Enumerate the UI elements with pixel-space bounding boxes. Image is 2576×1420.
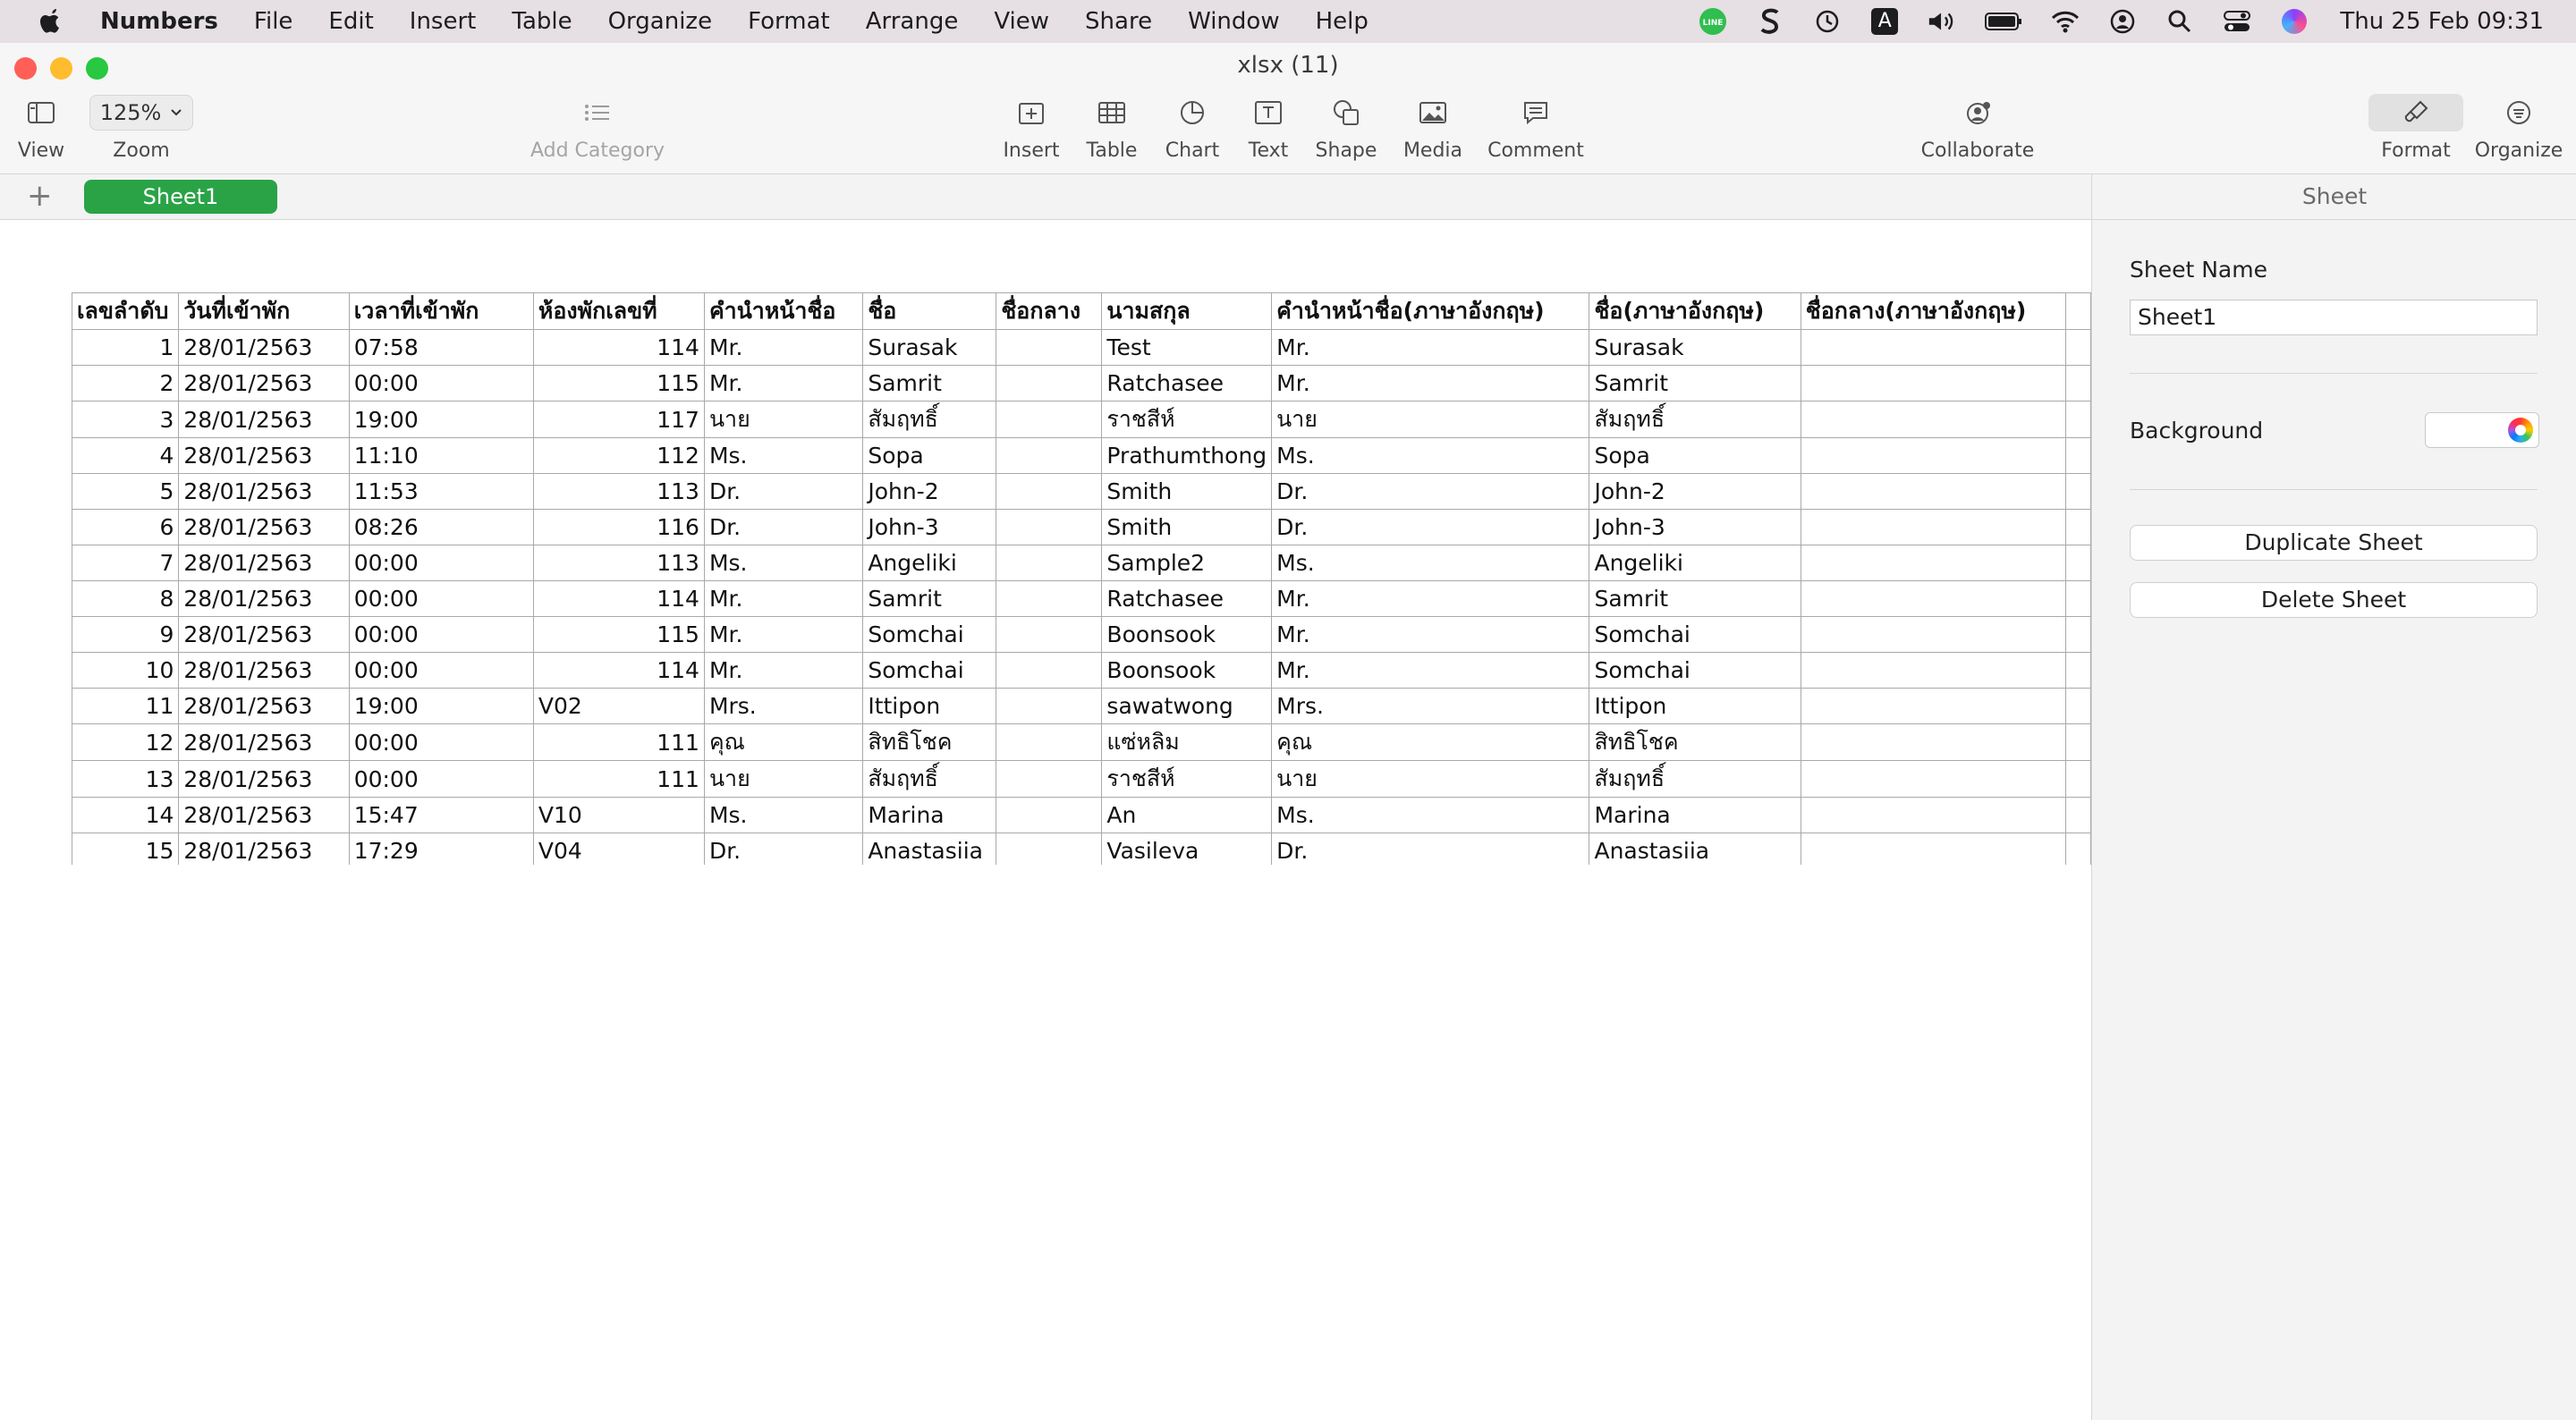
table-cell[interactable]: Somchai bbox=[863, 653, 996, 689]
zoom-popup[interactable] bbox=[89, 95, 193, 131]
table-cell[interactable]: Marina bbox=[1589, 798, 1801, 833]
menu-organize[interactable]: Organize bbox=[607, 8, 713, 35]
table-row bbox=[72, 545, 2091, 581]
table-cell[interactable]: 07:58 bbox=[349, 330, 533, 366]
table-cell[interactable]: 28/01/2563 bbox=[179, 545, 349, 581]
zoom-label: Zoom bbox=[113, 139, 170, 162]
table-cell[interactable]: 11:53 bbox=[349, 474, 533, 510]
table-cell[interactable]: Somchai bbox=[1589, 653, 1801, 689]
menu-format[interactable]: Format bbox=[748, 8, 830, 35]
table-cell[interactable]: 28/01/2563 bbox=[179, 653, 349, 689]
column-header[interactable]: ห้องพักเลขที่ bbox=[533, 293, 704, 330]
window-title: xlsx (11) bbox=[1237, 52, 1339, 79]
table-cell[interactable]: 28/01/2563 bbox=[179, 798, 349, 833]
table-cell[interactable]: Mr. bbox=[704, 330, 862, 366]
table-cell[interactable]: 28/01/2563 bbox=[179, 689, 349, 724]
table-cell[interactable]: 6 bbox=[72, 510, 179, 545]
chart-button[interactable] bbox=[1161, 93, 1224, 162]
table-cell[interactable]: Ratchasee bbox=[1102, 581, 1272, 617]
table-cell[interactable] bbox=[2065, 438, 2090, 474]
sheet-tab-bar bbox=[0, 174, 2091, 220]
table-cell[interactable] bbox=[1801, 798, 2065, 833]
table-cell[interactable] bbox=[1801, 474, 2065, 510]
menu-window[interactable]: Window bbox=[1188, 8, 1280, 35]
table-cell[interactable]: Ms. bbox=[704, 545, 862, 581]
table-cell[interactable]: Marina bbox=[863, 798, 996, 833]
table-cell[interactable]: John-2 bbox=[863, 474, 996, 510]
menu-app-name[interactable]: Numbers bbox=[100, 8, 218, 35]
table-cell[interactable] bbox=[1801, 510, 2065, 545]
table-row bbox=[72, 761, 2091, 798]
table-cell[interactable] bbox=[996, 330, 1102, 366]
line-icon[interactable] bbox=[1698, 6, 1728, 37]
table-label: Table bbox=[1086, 139, 1138, 162]
table-cell[interactable] bbox=[1801, 761, 2065, 798]
menu-arrange[interactable]: Arrange bbox=[865, 8, 959, 35]
table-cell[interactable]: Dr. bbox=[704, 833, 862, 866]
table-cell[interactable]: John-2 bbox=[1589, 474, 1801, 510]
table-cell[interactable] bbox=[996, 510, 1102, 545]
sheet-name-field[interactable]: Sheet1 bbox=[2130, 300, 2538, 335]
table-cell[interactable]: 28/01/2563 bbox=[179, 438, 349, 474]
svg-text:LINE: LINE bbox=[1702, 19, 1724, 28]
add-sheet-button[interactable]: + bbox=[27, 178, 53, 214]
text-label: Text bbox=[1248, 139, 1289, 162]
table-cell[interactable] bbox=[2065, 798, 2090, 833]
table-cell[interactable]: 11:10 bbox=[349, 438, 533, 474]
table-cell[interactable]: Ms. bbox=[1272, 545, 1589, 581]
table-cell[interactable] bbox=[996, 617, 1102, 653]
table-cell[interactable]: Anastasiia bbox=[1589, 833, 1801, 866]
table-cell[interactable] bbox=[2065, 617, 2090, 653]
media-button[interactable] bbox=[1397, 93, 1469, 162]
column-header[interactable]: เวลาที่เข้าพัก bbox=[349, 293, 533, 330]
table-cell[interactable]: Ittipon bbox=[1589, 689, 1801, 724]
table-cell[interactable] bbox=[1801, 581, 2065, 617]
table-cell[interactable]: Angeliki bbox=[863, 545, 996, 581]
table-cell[interactable]: Mr. bbox=[1272, 617, 1589, 653]
paintbrush-icon bbox=[2368, 94, 2463, 131]
table-cell[interactable]: 3 bbox=[72, 401, 179, 438]
status-area bbox=[1671, 0, 2576, 43]
collaborate-label: Collaborate bbox=[1920, 139, 2035, 162]
table-cell[interactable]: Vasileva bbox=[1102, 833, 1272, 866]
keyboard-input-icon[interactable] bbox=[1869, 6, 1900, 37]
add-category-button[interactable] bbox=[526, 93, 669, 162]
sidebar-icon bbox=[27, 93, 55, 132]
column-header[interactable]: นามสกุล bbox=[1102, 293, 1272, 330]
table-cell[interactable] bbox=[2065, 510, 2090, 545]
media-label: Media bbox=[1402, 139, 1463, 162]
table-button[interactable] bbox=[1080, 93, 1143, 162]
color-wheel-icon[interactable] bbox=[2508, 418, 2533, 443]
table-cell[interactable]: คุณ bbox=[1272, 724, 1589, 761]
table-cell[interactable] bbox=[996, 545, 1102, 581]
table-cell[interactable] bbox=[2065, 689, 2090, 724]
apple-icon[interactable] bbox=[38, 7, 64, 36]
table-cell[interactable]: John-3 bbox=[863, 510, 996, 545]
table-row bbox=[72, 581, 2091, 617]
table-cell[interactable]: Ittipon bbox=[863, 689, 996, 724]
table-cell[interactable] bbox=[1801, 724, 2065, 761]
table-cell[interactable]: ราชสีห์ bbox=[1102, 401, 1272, 438]
table-cell[interactable]: 111 bbox=[533, 724, 704, 761]
table-cell[interactable]: 11 bbox=[72, 689, 179, 724]
table-cell[interactable]: 28/01/2563 bbox=[179, 330, 349, 366]
table-cell[interactable] bbox=[2065, 581, 2090, 617]
insert-icon bbox=[1018, 93, 1045, 132]
table-icon bbox=[1097, 93, 1126, 132]
organize-icon bbox=[2505, 93, 2532, 132]
table-cell[interactable]: นาย bbox=[1272, 401, 1589, 438]
format-label: Format bbox=[2381, 139, 2451, 162]
table-cell[interactable]: 28/01/2563 bbox=[179, 366, 349, 401]
table-cell[interactable]: 28/01/2563 bbox=[179, 581, 349, 617]
divider bbox=[2130, 373, 2538, 374]
list-icon bbox=[584, 93, 611, 132]
table-cell[interactable]: 00:00 bbox=[349, 761, 533, 798]
table-cell[interactable]: Somchai bbox=[863, 617, 996, 653]
data-table bbox=[72, 292, 2091, 865]
table-cell[interactable] bbox=[2065, 330, 2090, 366]
table-cell[interactable]: 115 bbox=[533, 617, 704, 653]
zoom-value: 125% bbox=[99, 100, 162, 125]
table-cell[interactable]: V04 bbox=[533, 833, 704, 866]
table-cell[interactable]: 28/01/2563 bbox=[179, 833, 349, 866]
table-cell[interactable]: Mr. bbox=[704, 581, 862, 617]
divider bbox=[2130, 489, 2538, 490]
organize-button[interactable] bbox=[2472, 93, 2565, 162]
table-cell[interactable] bbox=[996, 798, 1102, 833]
table-cell[interactable]: 9 bbox=[72, 617, 179, 653]
text-button[interactable] bbox=[1237, 93, 1300, 162]
table-cell[interactable] bbox=[1801, 653, 2065, 689]
table-cell[interactable]: 00:00 bbox=[349, 724, 533, 761]
column-header[interactable]: เลขลำดับ bbox=[72, 293, 179, 330]
sheet-name-label: Sheet Name bbox=[2130, 257, 2267, 283]
table-cell[interactable]: 15:47 bbox=[349, 798, 533, 833]
table-cell[interactable] bbox=[2065, 474, 2090, 510]
table-cell[interactable] bbox=[1801, 438, 2065, 474]
table-cell[interactable]: Smith bbox=[1102, 510, 1272, 545]
table-cell[interactable]: Dr. bbox=[1272, 833, 1589, 866]
time-machine-icon[interactable] bbox=[1812, 6, 1843, 37]
table-cell[interactable]: Mr. bbox=[1272, 330, 1589, 366]
table-cell[interactable]: Ratchasee bbox=[1102, 366, 1272, 401]
table-cell[interactable] bbox=[1801, 617, 2065, 653]
table-cell[interactable] bbox=[2065, 366, 2090, 401]
comment-icon bbox=[1522, 93, 1549, 132]
view-button[interactable] bbox=[14, 93, 68, 162]
column-header[interactable]: คำนำหน้าชื่อ bbox=[704, 293, 862, 330]
table-cell[interactable]: 113 bbox=[533, 545, 704, 581]
shape-button[interactable] bbox=[1310, 93, 1382, 162]
table-cell[interactable]: V10 bbox=[533, 798, 704, 833]
table-cell[interactable]: 116 bbox=[533, 510, 704, 545]
add-category-label: Add Category bbox=[530, 139, 665, 162]
table-cell[interactable]: สัมฤทธิ์ bbox=[1589, 761, 1801, 798]
table-cell[interactable]: Mrs. bbox=[1272, 689, 1589, 724]
table-cell[interactable]: John-3 bbox=[1589, 510, 1801, 545]
table-cell[interactable]: Ms. bbox=[704, 798, 862, 833]
table-cell[interactable]: 12 bbox=[72, 724, 179, 761]
table-cell[interactable]: Mr. bbox=[1272, 653, 1589, 689]
table-cell[interactable] bbox=[996, 833, 1102, 866]
table-cell[interactable] bbox=[1801, 366, 2065, 401]
table-cell[interactable] bbox=[996, 689, 1102, 724]
background-label: Background bbox=[2130, 418, 2264, 444]
table-cell[interactable]: Mr. bbox=[1272, 581, 1589, 617]
table-cell[interactable]: Test bbox=[1102, 330, 1272, 366]
shape-icon bbox=[1332, 93, 1360, 132]
inspector-tab-sheet[interactable]: Sheet bbox=[2092, 174, 2576, 220]
table-cell[interactable]: Ms. bbox=[1272, 798, 1589, 833]
table-cell[interactable]: นาย bbox=[1272, 761, 1589, 798]
table-cell[interactable]: Angeliki bbox=[1589, 545, 1801, 581]
table-cell[interactable]: สัมฤทธิ์ bbox=[863, 401, 996, 438]
table-cell[interactable]: 00:00 bbox=[349, 366, 533, 401]
menu-insert[interactable]: Insert bbox=[409, 8, 477, 35]
table-row bbox=[72, 330, 2091, 366]
table-cell[interactable] bbox=[2065, 653, 2090, 689]
table-cell[interactable]: Surasak bbox=[1589, 330, 1801, 366]
menu-view[interactable]: View bbox=[994, 8, 1050, 35]
table-row bbox=[72, 833, 2091, 866]
menu-share[interactable]: Share bbox=[1085, 8, 1153, 35]
control-center-icon[interactable] bbox=[2222, 6, 2252, 37]
table-cell[interactable]: 28/01/2563 bbox=[179, 474, 349, 510]
chart-icon bbox=[1179, 93, 1206, 132]
table-cell[interactable]: 13 bbox=[72, 761, 179, 798]
table-cell[interactable] bbox=[2065, 833, 2090, 866]
table-cell[interactable] bbox=[2065, 401, 2090, 438]
table-cell[interactable]: sawatwong bbox=[1102, 689, 1272, 724]
table-cell[interactable]: 8 bbox=[72, 581, 179, 617]
table-cell[interactable]: แซ่หลิม bbox=[1102, 724, 1272, 761]
menu-bar bbox=[0, 0, 2576, 43]
table-cell[interactable] bbox=[2065, 724, 2090, 761]
table-cell[interactable]: Smith bbox=[1102, 474, 1272, 510]
table-cell[interactable]: 19:00 bbox=[349, 401, 533, 438]
table-cell[interactable]: 111 bbox=[533, 761, 704, 798]
table-cell[interactable]: สัมฤทธิ์ bbox=[863, 761, 996, 798]
text-box-icon bbox=[1254, 93, 1283, 132]
table-cell[interactable]: คุณ bbox=[704, 724, 862, 761]
delete-sheet-button[interactable]: Delete Sheet bbox=[2130, 582, 2538, 618]
spotlight-icon[interactable] bbox=[2165, 6, 2195, 37]
input-letter: A bbox=[1871, 8, 1898, 35]
menu-clock[interactable]: Thu 25 Feb 09:31 bbox=[2340, 8, 2544, 35]
table-cell[interactable]: 28/01/2563 bbox=[179, 761, 349, 798]
column-header[interactable] bbox=[2065, 293, 2090, 330]
user-icon[interactable] bbox=[2107, 6, 2138, 37]
table-row bbox=[72, 724, 2091, 761]
background-color-well[interactable] bbox=[2425, 412, 2539, 448]
table-row bbox=[72, 438, 2091, 474]
table-cell[interactable]: Sopa bbox=[863, 438, 996, 474]
column-header[interactable]: ชื่อ bbox=[863, 293, 996, 330]
table-cell[interactable]: 00:00 bbox=[349, 581, 533, 617]
table-cell[interactable]: 114 bbox=[533, 653, 704, 689]
zoom-control[interactable] bbox=[88, 93, 195, 162]
table-cell[interactable]: Mr. bbox=[1272, 366, 1589, 401]
table-cell[interactable]: V02 bbox=[533, 689, 704, 724]
table-cell[interactable]: Boonsook bbox=[1102, 617, 1272, 653]
table-cell[interactable]: Anastasiia bbox=[863, 833, 996, 866]
table-cell[interactable]: สิทธิโชค bbox=[1589, 724, 1801, 761]
insert-button[interactable] bbox=[1000, 93, 1063, 162]
table-cell[interactable]: 114 bbox=[533, 581, 704, 617]
table-row bbox=[72, 401, 2091, 438]
table-cell[interactable]: Sample2 bbox=[1102, 545, 1272, 581]
table-cell[interactable] bbox=[996, 581, 1102, 617]
shape-label: Shape bbox=[1315, 139, 1377, 162]
chart-label: Chart bbox=[1165, 139, 1220, 162]
table-row bbox=[72, 366, 2091, 401]
table-cell[interactable]: 115 bbox=[533, 366, 704, 401]
table-cell[interactable]: Mr. bbox=[704, 653, 862, 689]
table-cell[interactable] bbox=[1801, 401, 2065, 438]
table-cell[interactable]: Samrit bbox=[863, 366, 996, 401]
table-cell[interactable]: นาย bbox=[704, 401, 862, 438]
table-cell[interactable]: 1 bbox=[72, 330, 179, 366]
table-cell[interactable]: 113 bbox=[533, 474, 704, 510]
table-row bbox=[72, 653, 2091, 689]
table-cell[interactable]: Prathumthong bbox=[1102, 438, 1272, 474]
table-cell[interactable]: 114 bbox=[533, 330, 704, 366]
table-cell[interactable] bbox=[1801, 833, 2065, 866]
table-cell[interactable] bbox=[996, 438, 1102, 474]
chevron-down-icon bbox=[170, 108, 182, 117]
table-cell[interactable]: 117 bbox=[533, 401, 704, 438]
table-row bbox=[72, 798, 2091, 833]
table-cell[interactable]: Samrit bbox=[1589, 581, 1801, 617]
menu-file[interactable]: File bbox=[253, 8, 293, 35]
table-row bbox=[72, 510, 2091, 545]
column-header[interactable]: ชื่อ(ภาษาอังกฤษ) bbox=[1589, 293, 1801, 330]
column-header[interactable]: วันที่เข้าพัก bbox=[179, 293, 349, 330]
table-cell[interactable]: 15 bbox=[72, 833, 179, 866]
table-cell[interactable] bbox=[996, 653, 1102, 689]
table-cell[interactable]: 17:29 bbox=[349, 833, 533, 866]
sheet-tab-sheet1[interactable]: Sheet1 bbox=[84, 180, 277, 214]
table-cell[interactable]: สิทธิโชค bbox=[863, 724, 996, 761]
table-cell[interactable]: 28/01/2563 bbox=[179, 617, 349, 653]
table-cell[interactable]: 19:00 bbox=[349, 689, 533, 724]
table-cell[interactable]: 28/01/2563 bbox=[179, 510, 349, 545]
organize-label: Organize bbox=[2474, 139, 2563, 162]
table-cell[interactable]: Ms. bbox=[1272, 438, 1589, 474]
comment-button[interactable] bbox=[1487, 93, 1585, 162]
table-row bbox=[72, 617, 2091, 653]
table-cell[interactable]: Samrit bbox=[863, 581, 996, 617]
spreadsheet-canvas bbox=[72, 292, 2091, 865]
menu-edit[interactable]: Edit bbox=[328, 8, 374, 35]
header-row bbox=[72, 293, 2091, 330]
table-cell[interactable] bbox=[2065, 761, 2090, 798]
table-cell[interactable]: Dr. bbox=[704, 474, 862, 510]
column-header[interactable]: ชื่อกลาง(ภาษาอังกฤษ) bbox=[1801, 293, 2065, 330]
format-inspector bbox=[2091, 174, 2576, 1420]
table-cell[interactable]: Sopa bbox=[1589, 438, 1801, 474]
table-cell[interactable]: 00:00 bbox=[349, 653, 533, 689]
battery-icon[interactable] bbox=[1984, 6, 2023, 37]
column-header[interactable]: คำนำหน้าชื่อ(ภาษาอังกฤษ) bbox=[1272, 293, 1589, 330]
column-header[interactable]: ชื่อกลาง bbox=[996, 293, 1102, 330]
table-row bbox=[72, 689, 2091, 724]
table-row bbox=[72, 474, 2091, 510]
insert-label: Insert bbox=[1003, 139, 1060, 162]
table-cell[interactable]: 08:26 bbox=[349, 510, 533, 545]
table-cell[interactable]: 5 bbox=[72, 474, 179, 510]
scrivener-icon[interactable] bbox=[1755, 6, 1785, 37]
table-cell[interactable] bbox=[1801, 330, 2065, 366]
volume-icon[interactable] bbox=[1927, 6, 1957, 37]
table-cell[interactable]: Ms. bbox=[704, 438, 862, 474]
table-cell[interactable]: 28/01/2563 bbox=[179, 724, 349, 761]
table-cell[interactable]: 14 bbox=[72, 798, 179, 833]
table-cell[interactable]: Surasak bbox=[863, 330, 996, 366]
format-button[interactable] bbox=[2367, 93, 2465, 162]
menu-table[interactable]: Table bbox=[512, 8, 572, 35]
table-cell[interactable]: Dr. bbox=[704, 510, 862, 545]
table-cell[interactable]: 28/01/2563 bbox=[179, 401, 349, 438]
table-cell[interactable]: Somchai bbox=[1589, 617, 1801, 653]
table-cell[interactable]: Dr. bbox=[1272, 510, 1589, 545]
table-cell[interactable]: 4 bbox=[72, 438, 179, 474]
table-cell[interactable]: Dr. bbox=[1272, 474, 1589, 510]
table-cell[interactable]: Samrit bbox=[1589, 366, 1801, 401]
table-cell[interactable]: ราชสีห์ bbox=[1102, 761, 1272, 798]
comment-label: Comment bbox=[1487, 139, 1584, 162]
collaborate-button[interactable] bbox=[1919, 93, 2036, 162]
table-cell[interactable] bbox=[1801, 689, 2065, 724]
table-cell[interactable] bbox=[996, 761, 1102, 798]
duplicate-sheet-button[interactable]: Duplicate Sheet bbox=[2130, 525, 2538, 561]
collaborate-icon bbox=[1962, 93, 1993, 132]
table-cell[interactable] bbox=[2065, 545, 2090, 581]
photo-icon bbox=[1419, 93, 1447, 132]
table-cell[interactable]: 00:00 bbox=[349, 545, 533, 581]
table-cell[interactable]: 00:00 bbox=[349, 617, 533, 653]
table-cell[interactable]: 7 bbox=[72, 545, 179, 581]
view-label: View bbox=[17, 139, 65, 162]
table-cell[interactable]: An bbox=[1102, 798, 1272, 833]
table-cell[interactable]: 10 bbox=[72, 653, 179, 689]
table-cell[interactable]: Mr. bbox=[704, 617, 862, 653]
table-cell[interactable]: 2 bbox=[72, 366, 179, 401]
table-cell[interactable]: นาย bbox=[704, 761, 862, 798]
table-cell[interactable] bbox=[996, 474, 1102, 510]
table-cell[interactable] bbox=[996, 401, 1102, 438]
table-cell[interactable] bbox=[1801, 545, 2065, 581]
siri-icon[interactable] bbox=[2279, 6, 2309, 37]
menu-help[interactable]: Help bbox=[1315, 8, 1368, 35]
table-cell[interactable]: สัมฤทธิ์ bbox=[1589, 401, 1801, 438]
table-cell[interactable] bbox=[996, 724, 1102, 761]
table-cell[interactable] bbox=[996, 366, 1102, 401]
table-cell[interactable]: Mr. bbox=[704, 366, 862, 401]
wifi-icon[interactable] bbox=[2050, 6, 2080, 37]
table-cell[interactable]: Boonsook bbox=[1102, 653, 1272, 689]
table-cell[interactable]: 112 bbox=[533, 438, 704, 474]
table-cell[interactable]: Mrs. bbox=[704, 689, 862, 724]
